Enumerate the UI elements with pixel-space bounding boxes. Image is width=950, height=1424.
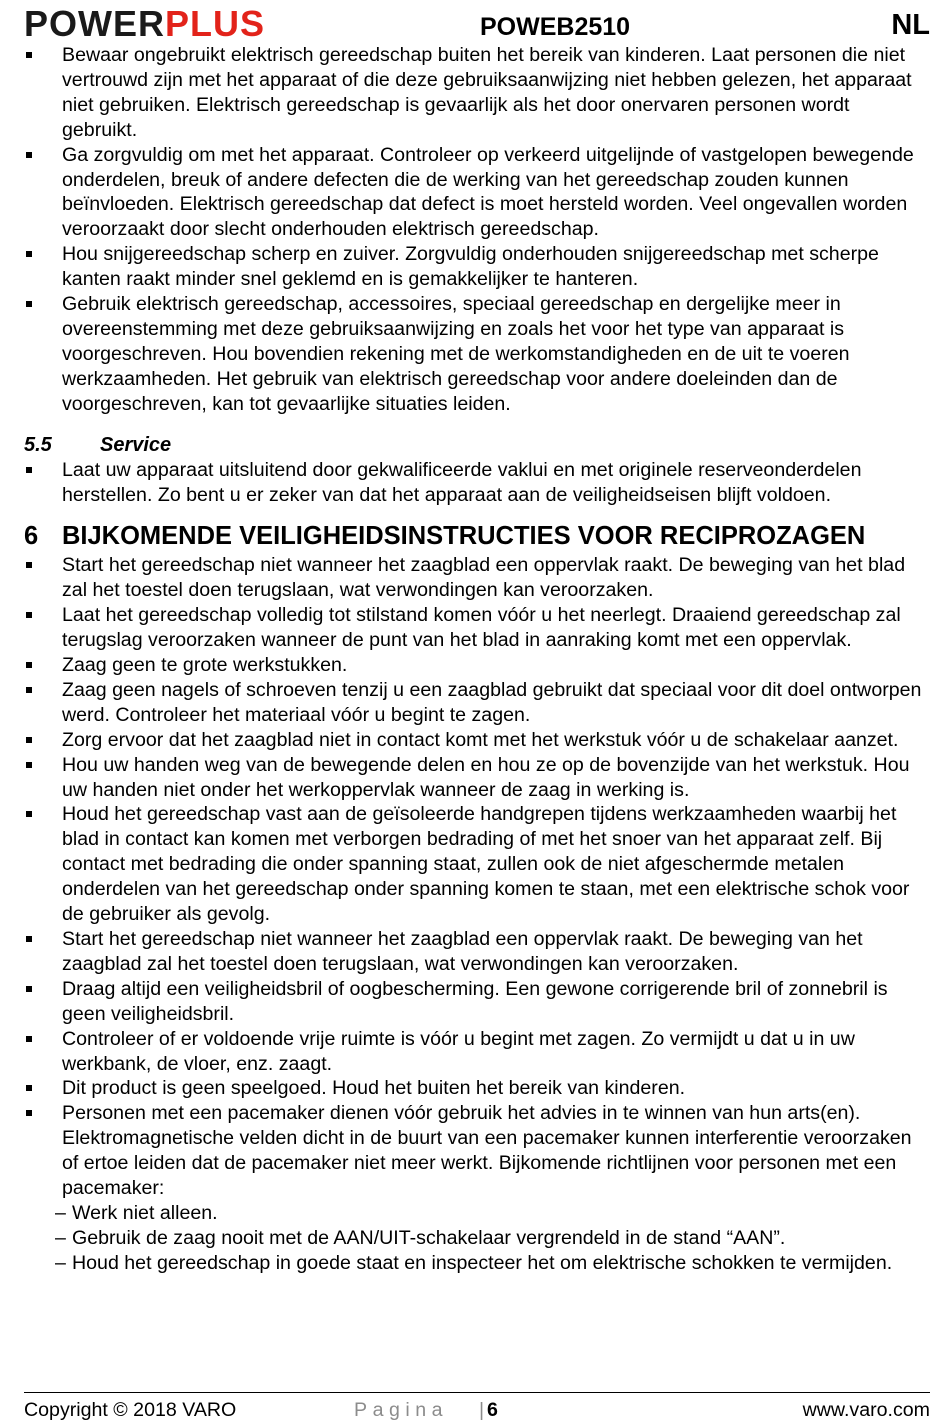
- list-item-text: Dit product is geen speelgoed. Houd het buiten het bereik van kinderen.: [62, 1077, 686, 1100]
- dash-list-item-text: Werk niet alleen.: [72, 1201, 218, 1224]
- list-item: [24, 458, 930, 508]
- dash-list-item: [24, 1201, 930, 1226]
- bullet-icon: [26, 936, 32, 942]
- list-item-text: Personen met een pacemaker dienen vóór gebruik het advies in te winnen van hun arts(en). Elektromagnetische velden dicht in de buurt van een pacemaker kunnen interferentie veroorzaken of ertoe leiden dat de pacemaker niet meer werkt. Bijkomende richtlijnen voor personen met een pacemaker:: [62, 1102, 912, 1200]
- list-item-text: Gebruik elektrisch gereedschap, accessoires, speciaal gereedschap en dergelijke meer in overeenstemming met deze gebruiksaanwijzing en zoals het voor het type van apparaat is voorgeschreven. Hou bovendien rekening met de werkomstandigheden en de uit te voeren werkzaamheden. Het gebruik van elektrisch gereedschap voor andere doeleinden dan de voorgeschreven, kan tot gevaarlijke situaties leiden.: [62, 293, 850, 415]
- list-item: [24, 678, 930, 728]
- list-item-text: Start het gereedschap niet wanneer het zaagblad een oppervlak raakt. De beweging van het blad zal het toestel doen terugslaan, wat verwondingen kan veroorzaken.: [62, 554, 906, 602]
- bullet-icon: [26, 1110, 32, 1116]
- page-header: [24, 4, 930, 44]
- bullet-icon: [26, 662, 32, 668]
- bullet-icon: [26, 562, 32, 568]
- bullet-icon: [26, 1036, 32, 1042]
- bullet-icon: [26, 467, 32, 473]
- list-item: [24, 553, 930, 603]
- list-item-text: Controleer of er voldoende vrije ruimte is vóór u begint met zagen. Zo vermijdt u dat u in uw werkbank, de vloer, enz. zaagt.: [62, 1027, 855, 1075]
- language-code: NL: [891, 9, 930, 41]
- bullet-icon: [26, 986, 32, 992]
- list-item: [24, 43, 930, 143]
- list-item: [24, 603, 930, 653]
- service-heading-number: 5.5: [24, 433, 52, 456]
- list-item-text: Hou uw handen weg van de bewegende delen en hou ze op de bovenzijde van het werkstuk. Hou uw handen niet onder het werkoppervlak wanneer de zaag in werking is.: [62, 753, 910, 801]
- logo-plus-text: PLUS: [165, 3, 266, 44]
- website-link[interactable]: www.varo.com: [802, 1399, 930, 1421]
- list-item-text: Draag altijd een veiligheidsbril of oogbescherming. Een gewone corrigerende bril of zonnebril is geen veiligheidsbril.: [62, 977, 888, 1025]
- list-item: [24, 802, 930, 927]
- service-list: [24, 458, 930, 508]
- dash-icon: –: [55, 1226, 66, 1249]
- bullet-icon: [26, 1085, 32, 1091]
- list-item: [24, 1076, 930, 1101]
- bullet-icon: [26, 612, 32, 618]
- list-item-text: Zaag geen nagels of schroeven tenzij u een zaagblad gebruikt dat speciaal voor dit doel ontworpen werd. Controleer het materiaal vóór u begint te zagen.: [62, 678, 922, 726]
- bullet-icon: [26, 251, 32, 257]
- dash-icon: –: [55, 1251, 66, 1274]
- pacemaker-guidelines-list: [24, 1201, 930, 1276]
- logo-power-text: POWER: [24, 3, 166, 44]
- powerplus-logo: [24, 4, 265, 44]
- dash-list-item-text: Houd het gereedschap in goede staat en inspecteer het om elektrische schokken te vermijden.: [72, 1251, 893, 1274]
- list-item-text: Start het gereedschap niet wanneer het zaagblad een oppervlak raakt. De beweging van het zaagblad zal het toestel doen terugslaan, wat verwondingen kan veroorzaken.: [62, 928, 863, 975]
- page-footer: [24, 1398, 930, 1424]
- dash-list-item: [24, 1226, 930, 1251]
- dash-list-item: [24, 1251, 930, 1276]
- model-number: POWEB2510: [480, 13, 631, 41]
- list-item: [24, 977, 930, 1027]
- intro-list: [24, 43, 930, 417]
- bullet-icon: [26, 152, 32, 158]
- bullet-icon: [26, 811, 32, 817]
- footer-divider: [24, 1392, 930, 1393]
- section-6-title: BIJKOMENDE VEILIGHEIDSINSTRUCTIES VOOR RECIPROZAGEN: [62, 522, 866, 551]
- copyright-text: Copyright © 2018 VARO: [24, 1399, 237, 1421]
- list-item: [24, 753, 930, 803]
- list-item-text: Laat uw apparaat uitsluitend door gekwalificeerde vaklui en met originele reserveonderdelen herstellen. Zo bent u er zeker van dat het apparaat aan de veiligheidseisen blijft voldoen.: [62, 458, 862, 506]
- page-number: 6: [487, 1399, 498, 1421]
- section-6-list: [24, 553, 930, 1201]
- list-item: [24, 1101, 930, 1201]
- bullet-icon: [26, 737, 32, 743]
- list-item: [24, 1027, 930, 1077]
- service-heading-title: Service: [100, 433, 172, 456]
- bullet-icon: [26, 52, 32, 58]
- bullet-icon: [26, 687, 32, 693]
- section-6-heading: [24, 519, 930, 553]
- page-label: Pagina: [354, 1399, 449, 1421]
- list-item-text: Zaag geen te grote werkstukken.: [62, 654, 348, 677]
- list-item-text: Ga zorgvuldig om met het apparaat. Controleer op verkeerd uitgelijnde of vastgelopen bewegende onderdelen, breuk of andere defecten die de werking van het gereedschap zouden kunnen beïnvloeden. Elektrisch gereedschap dat defect is moet hersteld worden. Veel ongevallen worden veroorzaakt door slecht onderhouden elektrisch gereedschap.: [62, 143, 914, 241]
- bullet-icon: [26, 762, 32, 768]
- list-item: [24, 292, 930, 417]
- list-item-text: Houd het gereedschap vast aan de geïsoleerde handgrepen tijdens werkzaamheden waarbij het blad in contact kan komen met verborgen bedrading of met het snoer van het apparaat zelf. Bij contact met bedrading die onder spanning staat, zullen ook de niet afgeschermde metalen onderdelen van het gereedschap onder spanning komen te staan, met een elektrische schok voor de gebruiker als gevolg.: [62, 803, 910, 926]
- dash-list-item-text: Gebruik de zaag nooit met de AAN/UIT-schakelaar vergrendeld in de stand “AAN”.: [72, 1226, 786, 1249]
- list-item-text: Zorg ervoor dat het zaagblad niet in contact komt met het werkstuk vóór u de schakelaar aanzet.: [62, 728, 899, 751]
- dash-icon: –: [55, 1201, 66, 1224]
- list-item-text: Laat het gereedschap volledig tot stilstand komen vóór u het neerlegt. Draaiend gereedschap zal terugslag veroorzaken wanneer de punt van het blad in aanraking komt met een oppervlak.: [62, 604, 901, 652]
- section-6-number: 6: [24, 522, 39, 551]
- page-content: [24, 43, 930, 1276]
- page-separator: |: [479, 1399, 485, 1421]
- list-item: [24, 242, 930, 292]
- list-item: [24, 927, 930, 977]
- list-item: [24, 728, 930, 753]
- list-item: [24, 653, 930, 678]
- list-item: [24, 143, 930, 243]
- list-item-text: Bewaar ongebruikt elektrisch gereedschap buiten het bereik van kinderen. Laat personen die niet vertrouwd zijn met het apparaat of die deze gebruiksaanwijzing niet hebben gelezen, het apparaat niet gebruiken. Elektrisch gereedschap is gevaarlijk als het door onervaren personen wordt gebruikt.: [62, 44, 912, 141]
- bullet-icon: [26, 301, 32, 307]
- service-heading: [24, 433, 930, 458]
- list-item-text: Hou snijgereedschap scherp en zuiver. Zorgvuldig onderhouden snijgereedschap met scherpe kanten raakt minder snel geklemd en is gemakkelijker te hanteren.: [62, 243, 879, 291]
